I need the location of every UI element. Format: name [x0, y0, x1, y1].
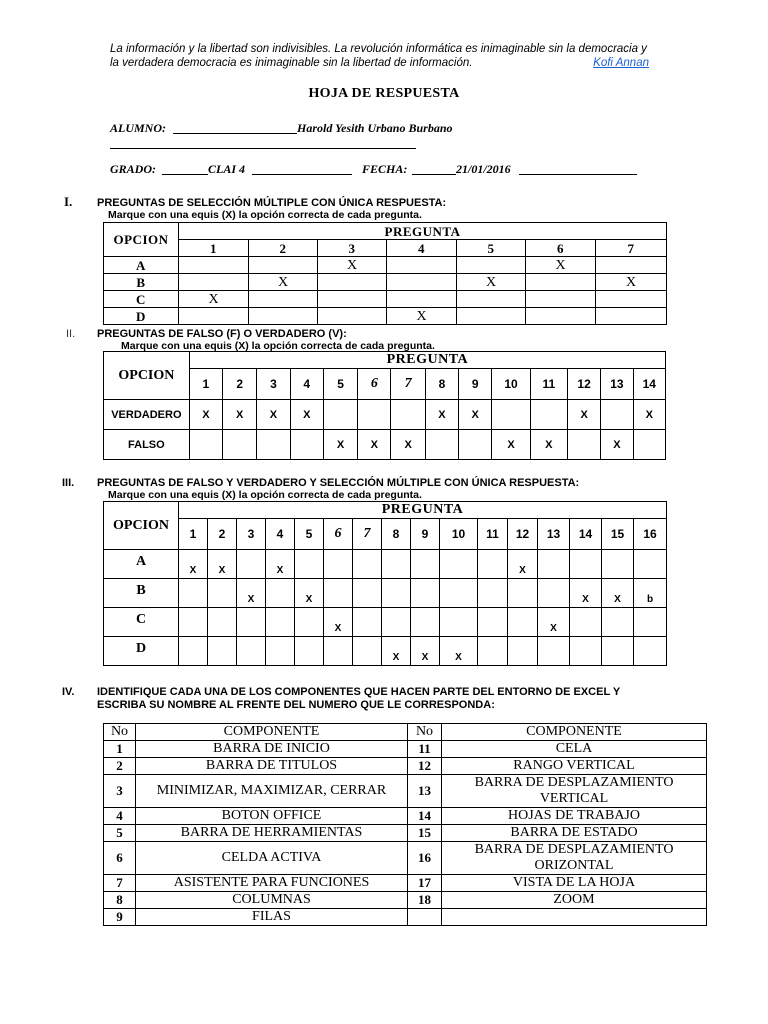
fecha-value: 21/01/2016: [456, 162, 511, 176]
option-label: A: [104, 257, 179, 274]
component-name: BARRA DE ESTADO: [442, 825, 707, 842]
question-number: 12: [567, 369, 600, 400]
answer-cell: X: [290, 400, 323, 430]
option-row: [104, 274, 667, 291]
answer-cell: [634, 550, 667, 579]
answer-cell: [179, 308, 249, 325]
answer-cell: [382, 579, 411, 608]
component-name: CELA: [442, 741, 707, 758]
question-number: 4: [266, 519, 295, 550]
option-label: D: [104, 637, 179, 666]
option-label: D: [104, 308, 179, 325]
answer-cell: [387, 274, 457, 291]
section2-number: II.: [66, 328, 76, 340]
header-quote: [110, 42, 655, 70]
answer-cell: [208, 579, 237, 608]
answer-cell: [318, 274, 387, 291]
answer-cell: X: [318, 257, 387, 274]
option-label: FALSO: [104, 430, 190, 460]
grado-label: GRADO:: [110, 162, 157, 176]
answer-cell: [440, 579, 478, 608]
component-number: 12: [408, 758, 442, 775]
component-name: BARRA DE DESPLAZAMIENTO ORIZONTAL: [442, 842, 707, 875]
question-number: 5: [295, 519, 324, 550]
section3-title: PREGUNTAS DE FALSO Y VERDADERO Y SELECCIÓN MÚLTIPLE CON ÚNICA RESPUESTA:: [97, 477, 580, 489]
grado-underline-post: [252, 174, 352, 175]
question-number: 5: [457, 240, 526, 257]
answer-cell: [266, 579, 295, 608]
answer-cell: [459, 430, 492, 460]
answer-cell: [411, 608, 440, 637]
answer-cell: [425, 430, 458, 460]
opcion-header: OPCION: [104, 223, 179, 257]
answer-cell: [290, 430, 323, 460]
answer-cell: X: [295, 579, 324, 608]
section3-subtitle: Marque con una equis (X) la opción correcta de cada pregunta.: [108, 489, 422, 501]
component-row: [104, 758, 707, 775]
answer-cell: [570, 550, 602, 579]
component-number: 4: [104, 808, 136, 825]
question-number: 9: [411, 519, 440, 550]
component-number: 1: [104, 741, 136, 758]
fecha-label: FECHA:: [362, 162, 408, 176]
answer-cell: [538, 579, 570, 608]
question-number: 8: [425, 369, 458, 400]
question-number: 3: [318, 240, 387, 257]
answer-cell: [318, 308, 387, 325]
question-number: 2: [223, 369, 257, 400]
question-number: 7: [596, 240, 667, 257]
answer-cell: X: [526, 257, 596, 274]
component-number: 6: [104, 842, 136, 875]
alumno-label: ALUMNO:: [110, 121, 166, 135]
answer-cell: [257, 430, 290, 460]
question-number: 6: [526, 240, 596, 257]
question-number: 11: [478, 519, 508, 550]
answer-cell: X: [237, 579, 266, 608]
answer-cell: X: [324, 608, 353, 637]
answer-cell: X: [457, 274, 526, 291]
answer-cell: X: [391, 430, 425, 460]
grado-underline-pre: [162, 174, 208, 175]
question-number: 7: [353, 519, 382, 550]
answer-cell: [570, 637, 602, 666]
answer-cell: [570, 608, 602, 637]
answer-cell: X: [249, 274, 318, 291]
grado-value: CLAI 4: [208, 162, 246, 176]
answer-cell: X: [266, 550, 295, 579]
answer-cell: [478, 637, 508, 666]
component-name: MINIMIZAR, MAXIMIZAR, CERRAR: [136, 775, 408, 808]
section1-number: I.: [64, 194, 73, 209]
question-number: 1: [189, 369, 222, 400]
answer-cell: [295, 608, 324, 637]
component-number: 13: [408, 775, 442, 808]
component-row: [104, 842, 707, 875]
component-number: 14: [408, 808, 442, 825]
section3-number: III.: [62, 477, 75, 489]
component-name: BARRA DE TITULOS: [136, 758, 408, 775]
component-name: HOJAS DE TRABAJO: [442, 808, 707, 825]
answer-cell: [602, 550, 634, 579]
component-name: BARRA DE HERRAMIENTAS: [136, 825, 408, 842]
answer-cell: b: [634, 579, 667, 608]
component-name: CELDA ACTIVA: [136, 842, 408, 875]
component-number: 17: [408, 875, 442, 892]
answer-cell: X: [633, 400, 665, 430]
answer-cell: [634, 608, 667, 637]
answer-cell: [601, 400, 633, 430]
question-number: 8: [382, 519, 411, 550]
component-number: 5: [104, 825, 136, 842]
component-number: 8: [104, 892, 136, 909]
answer-cell: [526, 291, 596, 308]
answer-cell: [440, 550, 478, 579]
answer-cell: [353, 637, 382, 666]
section4-number: IV.: [62, 686, 75, 698]
answer-cell: [596, 291, 667, 308]
component-name: ASISTENTE PARA FUNCIONES: [136, 875, 408, 892]
answer-cell: [249, 291, 318, 308]
component-name: BARRA DE DESPLAZAMIENTO VERTICAL: [442, 775, 707, 808]
answer-cell: [567, 430, 600, 460]
component-name: RANGO VERTICAL: [442, 758, 707, 775]
section2-subtitle: Marque con una equis (X) la opción correcta de cada pregunta.: [121, 340, 435, 352]
answer-cell: X: [440, 637, 478, 666]
option-row: [104, 637, 667, 666]
section3-table: [103, 501, 667, 666]
question-number: 10: [492, 369, 530, 400]
answer-cell: X: [257, 400, 290, 430]
answer-cell: [526, 274, 596, 291]
answer-cell: X: [601, 430, 633, 460]
answer-cell: [353, 579, 382, 608]
answer-cell: [634, 637, 667, 666]
answer-cell: [358, 400, 391, 430]
question-number: 6: [324, 519, 353, 550]
question-number: 10: [440, 519, 478, 550]
component-name: [442, 909, 707, 926]
answer-cell: [324, 579, 353, 608]
answer-cell: X: [358, 430, 391, 460]
component-number: [408, 909, 442, 926]
answer-cell: [179, 608, 208, 637]
question-number: 12: [508, 519, 538, 550]
question-number: 5: [323, 369, 357, 400]
question-number: 14: [570, 519, 602, 550]
answer-cell: [323, 400, 357, 430]
answer-cell: [457, 308, 526, 325]
answer-cell: X: [179, 291, 249, 308]
answer-cell: [318, 291, 387, 308]
answer-cell: [492, 400, 530, 430]
answer-cell: [508, 579, 538, 608]
component-name: FILAS: [136, 909, 408, 926]
page-title: HOJA DE RESPUESTA: [308, 86, 460, 101]
answer-cell: [457, 291, 526, 308]
answer-cell: [208, 608, 237, 637]
component-number: 3: [104, 775, 136, 808]
section2-table: [103, 351, 666, 460]
option-label: VERDADERO: [104, 400, 190, 430]
option-label: A: [104, 550, 179, 579]
opcion-header: OPCION: [104, 352, 190, 400]
question-number: 2: [249, 240, 318, 257]
question-number: 11: [530, 369, 567, 400]
fecha-underline-post: [519, 174, 637, 175]
answer-cell: [382, 608, 411, 637]
section1-subtitle: Marque con una equis (X) la opción correcta de cada pregunta.: [108, 209, 422, 221]
component-number: 9: [104, 909, 136, 926]
section1-title: PREGUNTAS DE SELECCIÓN MÚLTIPLE CON ÚNICA RESPUESTA:: [97, 197, 447, 209]
alumno-second-line: [110, 148, 416, 149]
answer-cell: [508, 608, 538, 637]
answer-cell: [440, 608, 478, 637]
component-number: 18: [408, 892, 442, 909]
answer-cell: [324, 550, 353, 579]
col-no-header: No: [104, 724, 136, 741]
answer-cell: [237, 550, 266, 579]
answer-cell: [526, 308, 596, 325]
answer-cell: [411, 579, 440, 608]
answer-cell: X: [570, 579, 602, 608]
answer-cell: [266, 637, 295, 666]
answer-cell: [478, 579, 508, 608]
option-label: B: [104, 579, 179, 608]
option-label: C: [104, 291, 179, 308]
answer-cell: X: [567, 400, 600, 430]
question-number: 4: [290, 369, 323, 400]
answer-cell: [179, 637, 208, 666]
answer-cell: X: [208, 550, 237, 579]
section4-title-line-2: ESCRIBA SU NOMBRE AL FRENTE DEL NUMERO QUE LE CORRESPONDA:: [97, 699, 495, 711]
component-name: COLUMNAS: [136, 892, 408, 909]
answer-cell: X: [538, 608, 570, 637]
alumno-value: Harold Yesith Urbano Burbano: [297, 121, 453, 135]
answer-cell: [530, 400, 567, 430]
answer-cell: [249, 308, 318, 325]
answer-cell: [538, 550, 570, 579]
component-row: [104, 892, 707, 909]
answer-cell: [189, 430, 222, 460]
component-name: BOTON OFFICE: [136, 808, 408, 825]
component-row: [104, 775, 707, 808]
answer-cell: [411, 550, 440, 579]
answer-cell: [387, 291, 457, 308]
question-number: 1: [179, 519, 208, 550]
answer-cell: [387, 257, 457, 274]
answer-cell: [596, 308, 667, 325]
answer-cell: [237, 637, 266, 666]
section4-table: [103, 723, 707, 926]
component-number: 16: [408, 842, 442, 875]
col-componente-header: COMPONENTE: [442, 724, 707, 741]
question-number: 15: [602, 519, 634, 550]
answer-cell: [382, 550, 411, 579]
answer-cell: [208, 637, 237, 666]
question-number: 2: [208, 519, 237, 550]
option-row: [104, 608, 667, 637]
question-number: 16: [634, 519, 667, 550]
answer-cell: X: [179, 550, 208, 579]
component-name: ZOOM: [442, 892, 707, 909]
answer-cell: [478, 550, 508, 579]
option-label: C: [104, 608, 179, 637]
component-number: 7: [104, 875, 136, 892]
answer-cell: [179, 274, 249, 291]
answer-cell: X: [382, 637, 411, 666]
answer-cell: [391, 400, 425, 430]
question-number: 14: [633, 369, 665, 400]
question-number: 3: [237, 519, 266, 550]
answer-cell: [508, 637, 538, 666]
question-number: 3: [257, 369, 290, 400]
option-row: [104, 400, 666, 430]
answer-cell: X: [492, 430, 530, 460]
answer-cell: [633, 430, 665, 460]
component-number: 11: [408, 741, 442, 758]
question-number: 1: [179, 240, 249, 257]
answer-cell: [353, 550, 382, 579]
question-number: 13: [601, 369, 633, 400]
question-number: 7: [391, 369, 425, 400]
component-row: [104, 909, 707, 926]
answer-cell: [602, 637, 634, 666]
answer-cell: [249, 257, 318, 274]
col-no-header: No: [408, 724, 442, 741]
option-row: [104, 579, 667, 608]
answer-cell: [295, 550, 324, 579]
answer-cell: [324, 637, 353, 666]
answer-cell: X: [459, 400, 492, 430]
quote-line-2: la verdadera democracia es inimaginable sin la libertad de información.: [110, 57, 473, 69]
quote-line-1: La información y la libertad son indivisibles. La revolución informática es inimaginable sin la democracia y: [110, 43, 647, 55]
component-row: [104, 741, 707, 758]
question-number: 4: [387, 240, 457, 257]
col-componente-header: COMPONENTE: [136, 724, 408, 741]
answer-cell: X: [223, 400, 257, 430]
answer-cell: [596, 257, 667, 274]
answer-cell: X: [602, 579, 634, 608]
pregunta-header: PREGUNTA: [179, 223, 667, 240]
answer-cell: [295, 637, 324, 666]
answer-cell: [179, 257, 249, 274]
component-row: [104, 875, 707, 892]
component-number: 2: [104, 758, 136, 775]
answer-cell: [179, 579, 208, 608]
answer-cell: [266, 608, 295, 637]
option-row: [104, 257, 667, 274]
option-row: [104, 430, 666, 460]
section4-title-line-1: IDENTIFIQUE CADA UNA DE LOS COMPONENTES QUE HACEN PARTE DEL ENTORNO DE EXCEL Y: [97, 686, 621, 698]
answer-cell: [478, 608, 508, 637]
answer-cell: X: [323, 430, 357, 460]
quote-author-link[interactable]: Kofi Annan: [593, 57, 649, 69]
answer-cell: X: [425, 400, 458, 430]
answer-cell: X: [530, 430, 567, 460]
option-label: B: [104, 274, 179, 291]
answer-cell: [602, 608, 634, 637]
option-row: [104, 550, 667, 579]
answer-cell: X: [411, 637, 440, 666]
option-row: [104, 308, 667, 325]
pregunta-header: PREGUNTA: [189, 352, 665, 369]
answer-cell: [353, 608, 382, 637]
fecha-underline-pre: [412, 174, 456, 175]
opcion-header: OPCION: [104, 502, 179, 550]
component-name: VISTA DE LA HOJA: [442, 875, 707, 892]
answer-cell: X: [508, 550, 538, 579]
answer-cell: [538, 637, 570, 666]
component-row: [104, 825, 707, 842]
question-number: 9: [459, 369, 492, 400]
answer-cell: X: [387, 308, 457, 325]
answer-cell: [457, 257, 526, 274]
component-number: 15: [408, 825, 442, 842]
answer-cell: X: [189, 400, 222, 430]
question-number: 6: [358, 369, 391, 400]
pregunta-header: PREGUNTA: [179, 502, 667, 519]
alumno-underline: [173, 133, 297, 134]
section2-title: PREGUNTAS DE FALSO (F) O VERDADERO (V):: [97, 328, 347, 340]
question-number: 13: [538, 519, 570, 550]
option-row: [104, 291, 667, 308]
component-name: BARRA DE INICIO: [136, 741, 408, 758]
answer-cell: [223, 430, 257, 460]
answer-cell: X: [596, 274, 667, 291]
answer-cell: [237, 608, 266, 637]
component-row: [104, 808, 707, 825]
section1-table: [103, 222, 667, 325]
